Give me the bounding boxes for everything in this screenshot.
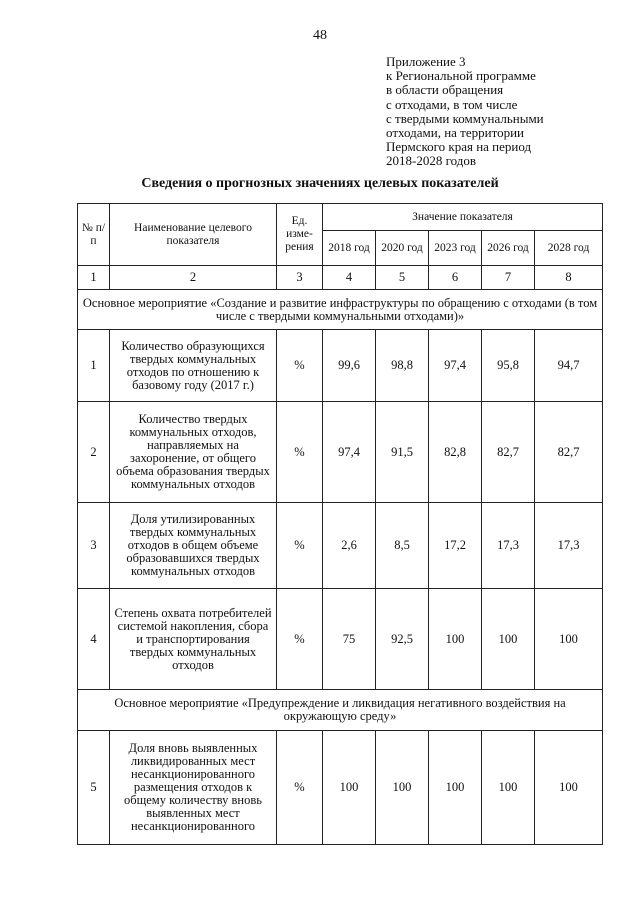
value-cell: 100 xyxy=(323,731,376,845)
column-number: 2 xyxy=(110,266,277,290)
value-cell: 100 xyxy=(482,731,535,845)
table-row xyxy=(78,731,603,845)
column-number: 7 xyxy=(482,266,535,290)
value-cell: 100 xyxy=(535,589,603,690)
header-year: 2020 год xyxy=(376,231,429,266)
column-number: 4 xyxy=(323,266,376,290)
indicator-name: Доля утилизированных твердых коммунальных отходов в общем объеме образовавшихся твердых коммунальных отходов xyxy=(110,503,277,589)
row-number: 2 xyxy=(78,402,110,503)
value-cell: 82,8 xyxy=(429,402,482,503)
value-cell: 95,8 xyxy=(482,330,535,402)
value-cell: 100 xyxy=(535,731,603,845)
table-row xyxy=(78,402,603,503)
unit-cell: % xyxy=(277,731,323,845)
value-cell: 17,2 xyxy=(429,503,482,589)
value-cell: 8,5 xyxy=(376,503,429,589)
header-unit: Ед. изме-рения xyxy=(277,204,323,266)
value-cell: 100 xyxy=(429,589,482,690)
header-year: 2018 год xyxy=(323,231,376,266)
value-cell: 2,6 xyxy=(323,503,376,589)
row-number: 1 xyxy=(78,330,110,402)
indicator-name: Количество образующихся твердых коммунальных отходов по отношению к базовому году (2017 г.) xyxy=(110,330,277,402)
header-year: 2028 год xyxy=(535,231,603,266)
value-cell: 91,5 xyxy=(376,402,429,503)
table-row xyxy=(78,330,603,402)
unit-cell: % xyxy=(277,330,323,402)
value-cell: 82,7 xyxy=(535,402,603,503)
column-number: 8 xyxy=(535,266,603,290)
value-cell: 82,7 xyxy=(482,402,535,503)
header-num: № п/п xyxy=(78,204,110,266)
value-cell: 92,5 xyxy=(376,589,429,690)
row-number: 3 xyxy=(78,503,110,589)
value-cell: 17,3 xyxy=(535,503,603,589)
value-cell: 75 xyxy=(323,589,376,690)
appendix-note: Приложение 3 к Региональной программе в области обращения с отходами, в том числе с твердыми коммунальными отходами, на территории Пермского края на период 2018-2028 годов xyxy=(386,54,544,169)
value-cell: 99,6 xyxy=(323,330,376,402)
value-cell: 100 xyxy=(429,731,482,845)
header-year: 2023 год xyxy=(429,231,482,266)
indicator-name: Доля вновь выявленных ликвидированных мест несанкционированного размещения отходов к общему количеству вновь выявленных мест несанкционированного xyxy=(110,731,277,845)
column-number: 1 xyxy=(78,266,110,290)
unit-cell: % xyxy=(277,589,323,690)
header-name: Наименование целевого показателя xyxy=(110,204,277,266)
header-value-group: Значение показателя xyxy=(323,204,603,231)
indicator-name: Количество твердых коммунальных отходов, направляемых на захоронение, от общего объема образования твердых коммунальных отходов xyxy=(110,402,277,503)
page-number: 48 xyxy=(313,28,327,43)
header-year: 2026 год xyxy=(482,231,535,266)
table-title: Сведения о прогнозных значениях целевых показателей xyxy=(141,176,499,191)
value-cell: 97,4 xyxy=(429,330,482,402)
column-number: 5 xyxy=(376,266,429,290)
table-row xyxy=(78,589,603,690)
row-number: 5 xyxy=(78,731,110,845)
unit-cell: % xyxy=(277,402,323,503)
column-number: 6 xyxy=(429,266,482,290)
indicator-name: Степень охвата потребителей системой накопления, сбора и транспортирования твердых коммунальных отходов xyxy=(110,589,277,690)
column-number: 3 xyxy=(277,266,323,290)
section-title: Основное мероприятие «Создание и развитие инфраструктуры по обращению с отходами (в том числе с твердыми коммунальными отходами)» xyxy=(78,290,603,330)
row-number: 4 xyxy=(78,589,110,690)
value-cell: 100 xyxy=(482,589,535,690)
value-cell: 17,3 xyxy=(482,503,535,589)
value-cell: 98,8 xyxy=(376,330,429,402)
unit-cell: % xyxy=(277,503,323,589)
section-title: Основное мероприятие «Предупреждение и ликвидация негативного воздействия на окружающую среду» xyxy=(78,690,603,731)
value-cell: 94,7 xyxy=(535,330,603,402)
value-cell: 100 xyxy=(376,731,429,845)
table-row xyxy=(78,503,603,589)
indicators-table xyxy=(77,203,603,845)
value-cell: 97,4 xyxy=(323,402,376,503)
